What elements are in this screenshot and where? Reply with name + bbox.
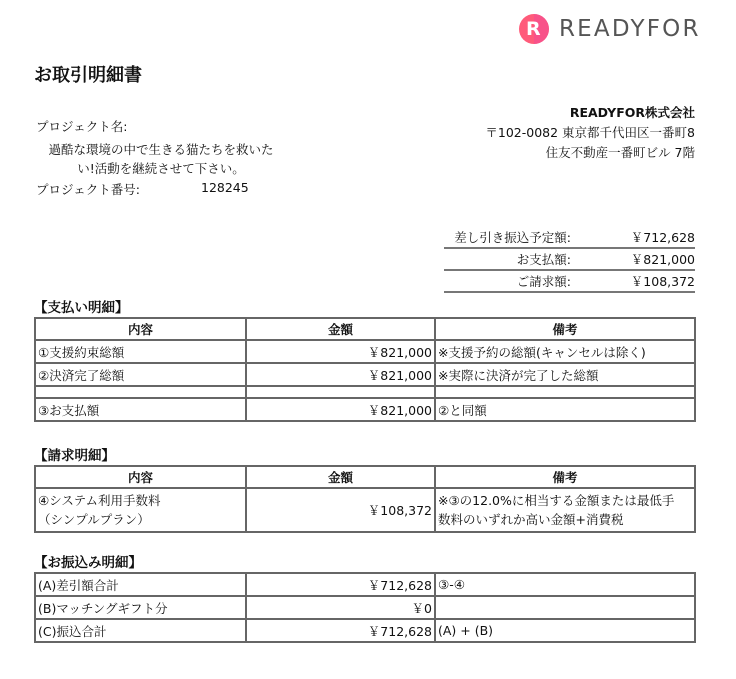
table-cell-item: ③お支払額 bbox=[35, 398, 246, 421]
payment-table bbox=[34, 317, 696, 422]
summary-label: ご請求額: bbox=[516, 274, 571, 289]
logo-brand-text: READYFOR bbox=[559, 16, 701, 42]
summary-label: お支払額: bbox=[516, 252, 571, 267]
table-row bbox=[35, 363, 695, 386]
readyfor-logo bbox=[519, 14, 701, 44]
table-cell-item: ②決済完了総額 bbox=[35, 363, 246, 386]
project-name-line2: い!活動を継続させて下さい。 bbox=[77, 161, 245, 176]
table-cell-amount: ￥0 bbox=[246, 596, 435, 619]
company-name: READYFOR株式会社 bbox=[569, 105, 695, 120]
item-line2: （シンプルプラン） bbox=[38, 512, 150, 527]
table-row bbox=[35, 596, 695, 619]
table-cell-item: (A)差引額合計 bbox=[35, 573, 246, 596]
summary-row-billing bbox=[444, 271, 695, 293]
summary-row-payment bbox=[444, 249, 695, 271]
table-cell-item: ①支援約束総額 bbox=[35, 340, 246, 363]
transfer-table bbox=[34, 572, 696, 643]
project-name-label: プロジェクト名: bbox=[36, 119, 128, 134]
table-row bbox=[35, 619, 695, 642]
table-cell-item: (B)マッチングギフト分 bbox=[35, 596, 246, 619]
table-cell-amount: ￥821,000 bbox=[246, 363, 435, 386]
table-row bbox=[35, 573, 695, 596]
table-header-row bbox=[35, 318, 695, 340]
transfer-section-title: 【お振込み明細】 bbox=[34, 555, 142, 571]
table-cell-note: ※実際に決済が完了した総額 bbox=[435, 363, 695, 386]
table-cell-note bbox=[435, 488, 695, 532]
table-cell-note: ③-④ bbox=[435, 573, 695, 596]
project-number: 128245 bbox=[201, 180, 249, 195]
table-cell-note: (A) + (B) bbox=[435, 619, 695, 642]
summary-row-net-transfer bbox=[444, 227, 695, 249]
table-cell-amount: ￥821,000 bbox=[246, 398, 435, 421]
billing-section-title: 【請求明細】 bbox=[34, 448, 115, 464]
column-header: 備考 bbox=[435, 318, 695, 340]
note-line1: ※③の12.0%に相当する金額または最低手 bbox=[438, 493, 675, 508]
document-title: お取引明細書 bbox=[34, 65, 142, 86]
summary-value: ￥712,628 bbox=[630, 230, 695, 245]
table-cell-amount: ￥108,372 bbox=[246, 488, 435, 532]
table-cell-amount: ￥821,000 bbox=[246, 340, 435, 363]
item-line1: ④システム利用手数料 bbox=[38, 493, 161, 508]
summary-value: ￥108,372 bbox=[630, 274, 695, 289]
table-cell-note: ②と同額 bbox=[435, 398, 695, 421]
table-cell-amount: ￥712,628 bbox=[246, 619, 435, 642]
company-address-line1: 〒102-0082 東京都千代田区一番町8 bbox=[485, 125, 695, 140]
billing-table bbox=[34, 465, 696, 533]
column-header: 内容 bbox=[35, 466, 246, 488]
table-row bbox=[35, 488, 695, 532]
amount-summary bbox=[444, 227, 695, 293]
project-number-label: プロジェクト番号: bbox=[36, 182, 140, 197]
table-row bbox=[35, 398, 695, 421]
readyfor-logo-mark-icon: R bbox=[519, 14, 549, 44]
note-line2: 数料のいずれか高い金額+消費税 bbox=[438, 512, 624, 527]
table-cell-amount: ￥712,628 bbox=[246, 573, 435, 596]
company-info bbox=[485, 103, 695, 163]
payment-section-title: 【支払い明細】 bbox=[34, 300, 129, 316]
table-cell-item bbox=[35, 488, 246, 532]
table-spacer-row bbox=[35, 386, 695, 398]
column-header: 金額 bbox=[246, 466, 435, 488]
table-header-row bbox=[35, 466, 695, 488]
summary-value: ￥821,000 bbox=[630, 252, 695, 267]
column-header: 金額 bbox=[246, 318, 435, 340]
project-name bbox=[36, 140, 286, 178]
table-cell-note: ※支援予約の総額(キャンセルは除く) bbox=[435, 340, 695, 363]
project-name-line1: 過酷な環境の中で生きる猫たちを救いた bbox=[48, 142, 274, 157]
summary-label: 差し引き振込予定額: bbox=[454, 230, 571, 245]
column-header: 備考 bbox=[435, 466, 695, 488]
table-cell-item: (C)振込合計 bbox=[35, 619, 246, 642]
table-cell-note bbox=[435, 596, 695, 619]
column-header: 内容 bbox=[35, 318, 246, 340]
table-row bbox=[35, 340, 695, 363]
company-address-line2: 住友不動産一番町ビル 7階 bbox=[545, 145, 695, 160]
